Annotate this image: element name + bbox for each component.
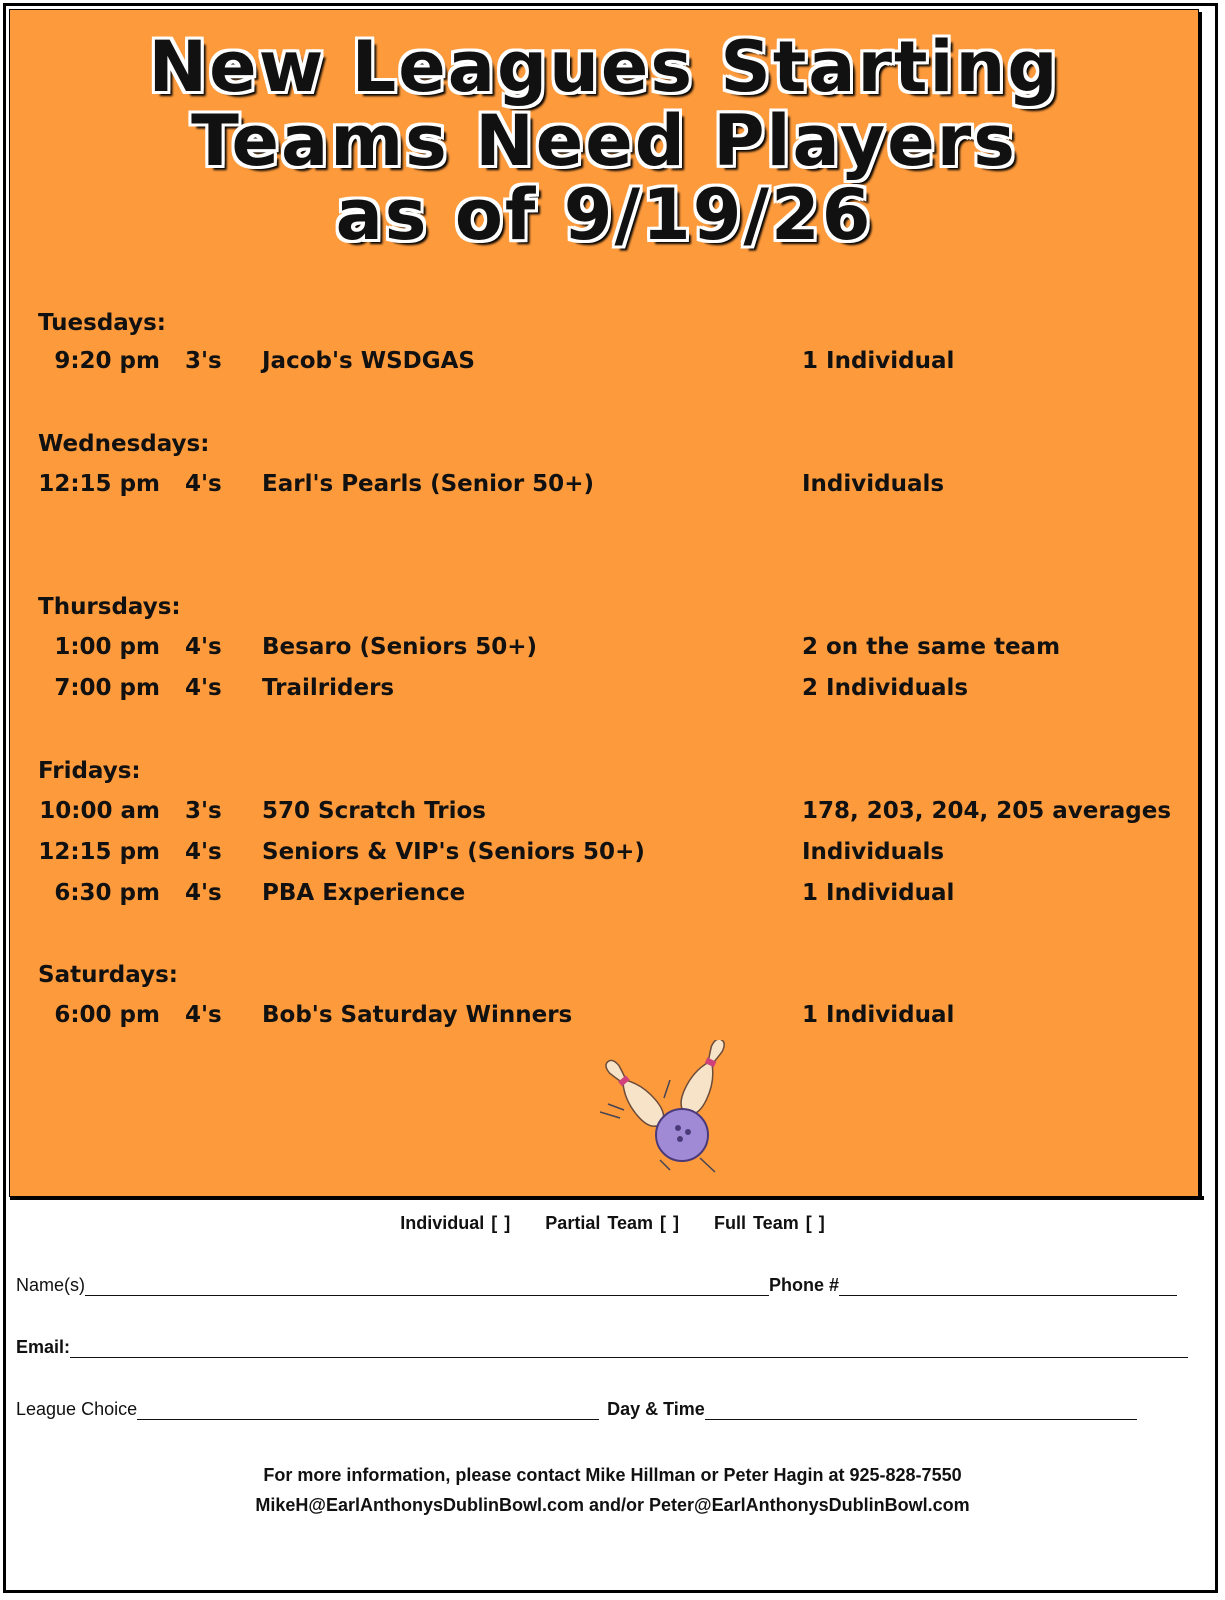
league-team-size: 4's (185, 880, 222, 906)
bowling-pins-and-ball-icon (600, 1040, 740, 1180)
league-need: 2 Individuals (802, 675, 969, 701)
league-team-size: 4's (185, 471, 222, 497)
league-need: 178, 203, 204, 205 averages (802, 798, 1172, 824)
league-time: 7:00 pm (54, 675, 160, 701)
league-name: Earl's Pearls (Senior 50+) (262, 471, 594, 497)
names-phone-line (16, 1272, 1177, 1296)
email-label: Email: (16, 1337, 71, 1357)
league-row (0, 1002, 1190, 1032)
team-type-options (0, 1213, 1225, 1234)
league-name: Besaro (Seniors 50+) (262, 634, 538, 660)
day-time-label: Day & Time (607, 1399, 705, 1419)
league-row (0, 471, 1190, 501)
league-name: 570 Scratch Trios (262, 798, 486, 824)
email-line (16, 1334, 1188, 1358)
phone-label: Phone # (769, 1275, 840, 1295)
title-line-3: as of 9/19/26 (335, 174, 873, 256)
email-field[interactable] (70, 1341, 1188, 1358)
contact-info-line-2: MikeH@EarlAnthonysDublinBowl.com and/or Peter@EarlAnthonysDublinBowl.com (255, 1495, 970, 1515)
league-name: Bob's Saturday Winners (262, 1002, 573, 1028)
league-time: 6:00 pm (54, 1002, 160, 1028)
names-label: Name(s) (16, 1275, 86, 1295)
cut-line (10, 1196, 1210, 1200)
league-time: 10:00 am (39, 798, 160, 824)
league-team-size: 4's (185, 675, 222, 701)
option-partial-team[interactable]: Partial Team [ ] (545, 1213, 680, 1233)
day-time-field[interactable] (705, 1403, 1137, 1420)
contact-info-line-1: For more information, please contact Mike Hillman or Peter Hagin at 925-828-7550 (263, 1465, 962, 1485)
day-heading-fridays: Fridays: (38, 758, 141, 784)
league-time: 1:00 pm (54, 634, 160, 660)
option-full-team[interactable]: Full Team [ ] (714, 1213, 825, 1233)
league-need: 1 Individual (802, 880, 955, 906)
league-need: 2 on the same team (802, 634, 1061, 660)
day-heading-thursdays: Thursdays: (38, 594, 181, 620)
league-row (0, 839, 1190, 869)
league-row (0, 634, 1190, 664)
option-individual[interactable]: Individual [ ] (400, 1213, 511, 1233)
league-time: 12:15 pm (38, 839, 160, 865)
flyer-title (9, 26, 1199, 256)
names-field[interactable] (85, 1279, 769, 1296)
league-daytime-line (16, 1396, 1137, 1420)
title-line-2: Teams Need Players (191, 100, 1017, 182)
league-choice-label: League Choice (16, 1399, 138, 1419)
league-name: Trailriders (262, 675, 395, 701)
league-row (0, 675, 1190, 705)
league-time: 9:20 pm (54, 348, 160, 374)
league-choice-field[interactable] (137, 1403, 599, 1420)
league-need: 1 Individual (802, 1002, 955, 1028)
league-row (0, 348, 1190, 378)
league-name: Jacob's WSDGAS (262, 348, 475, 374)
league-team-size: 4's (185, 634, 222, 660)
day-heading-wednesdays: Wednesdays: (38, 431, 210, 457)
league-team-size: 3's (185, 348, 222, 374)
league-need: Individuals (802, 839, 945, 865)
day-heading-tuesdays: Tuesdays: (38, 310, 166, 336)
league-team-size: 4's (185, 1002, 222, 1028)
league-name: Seniors & VIP's (Seniors 50+) (262, 839, 645, 865)
league-team-size: 3's (185, 798, 222, 824)
league-time: 6:30 pm (54, 880, 160, 906)
day-heading-saturdays: Saturdays: (38, 962, 178, 988)
league-team-size: 4's (185, 839, 222, 865)
league-time: 12:15 pm (38, 471, 160, 497)
league-row (0, 880, 1190, 910)
league-row (0, 798, 1190, 828)
title-line-1: New Leagues Starting (148, 26, 1060, 108)
phone-field[interactable] (839, 1279, 1177, 1296)
league-need: Individuals (802, 471, 945, 497)
league-name: PBA Experience (262, 880, 466, 906)
league-need: 1 Individual (802, 348, 955, 374)
